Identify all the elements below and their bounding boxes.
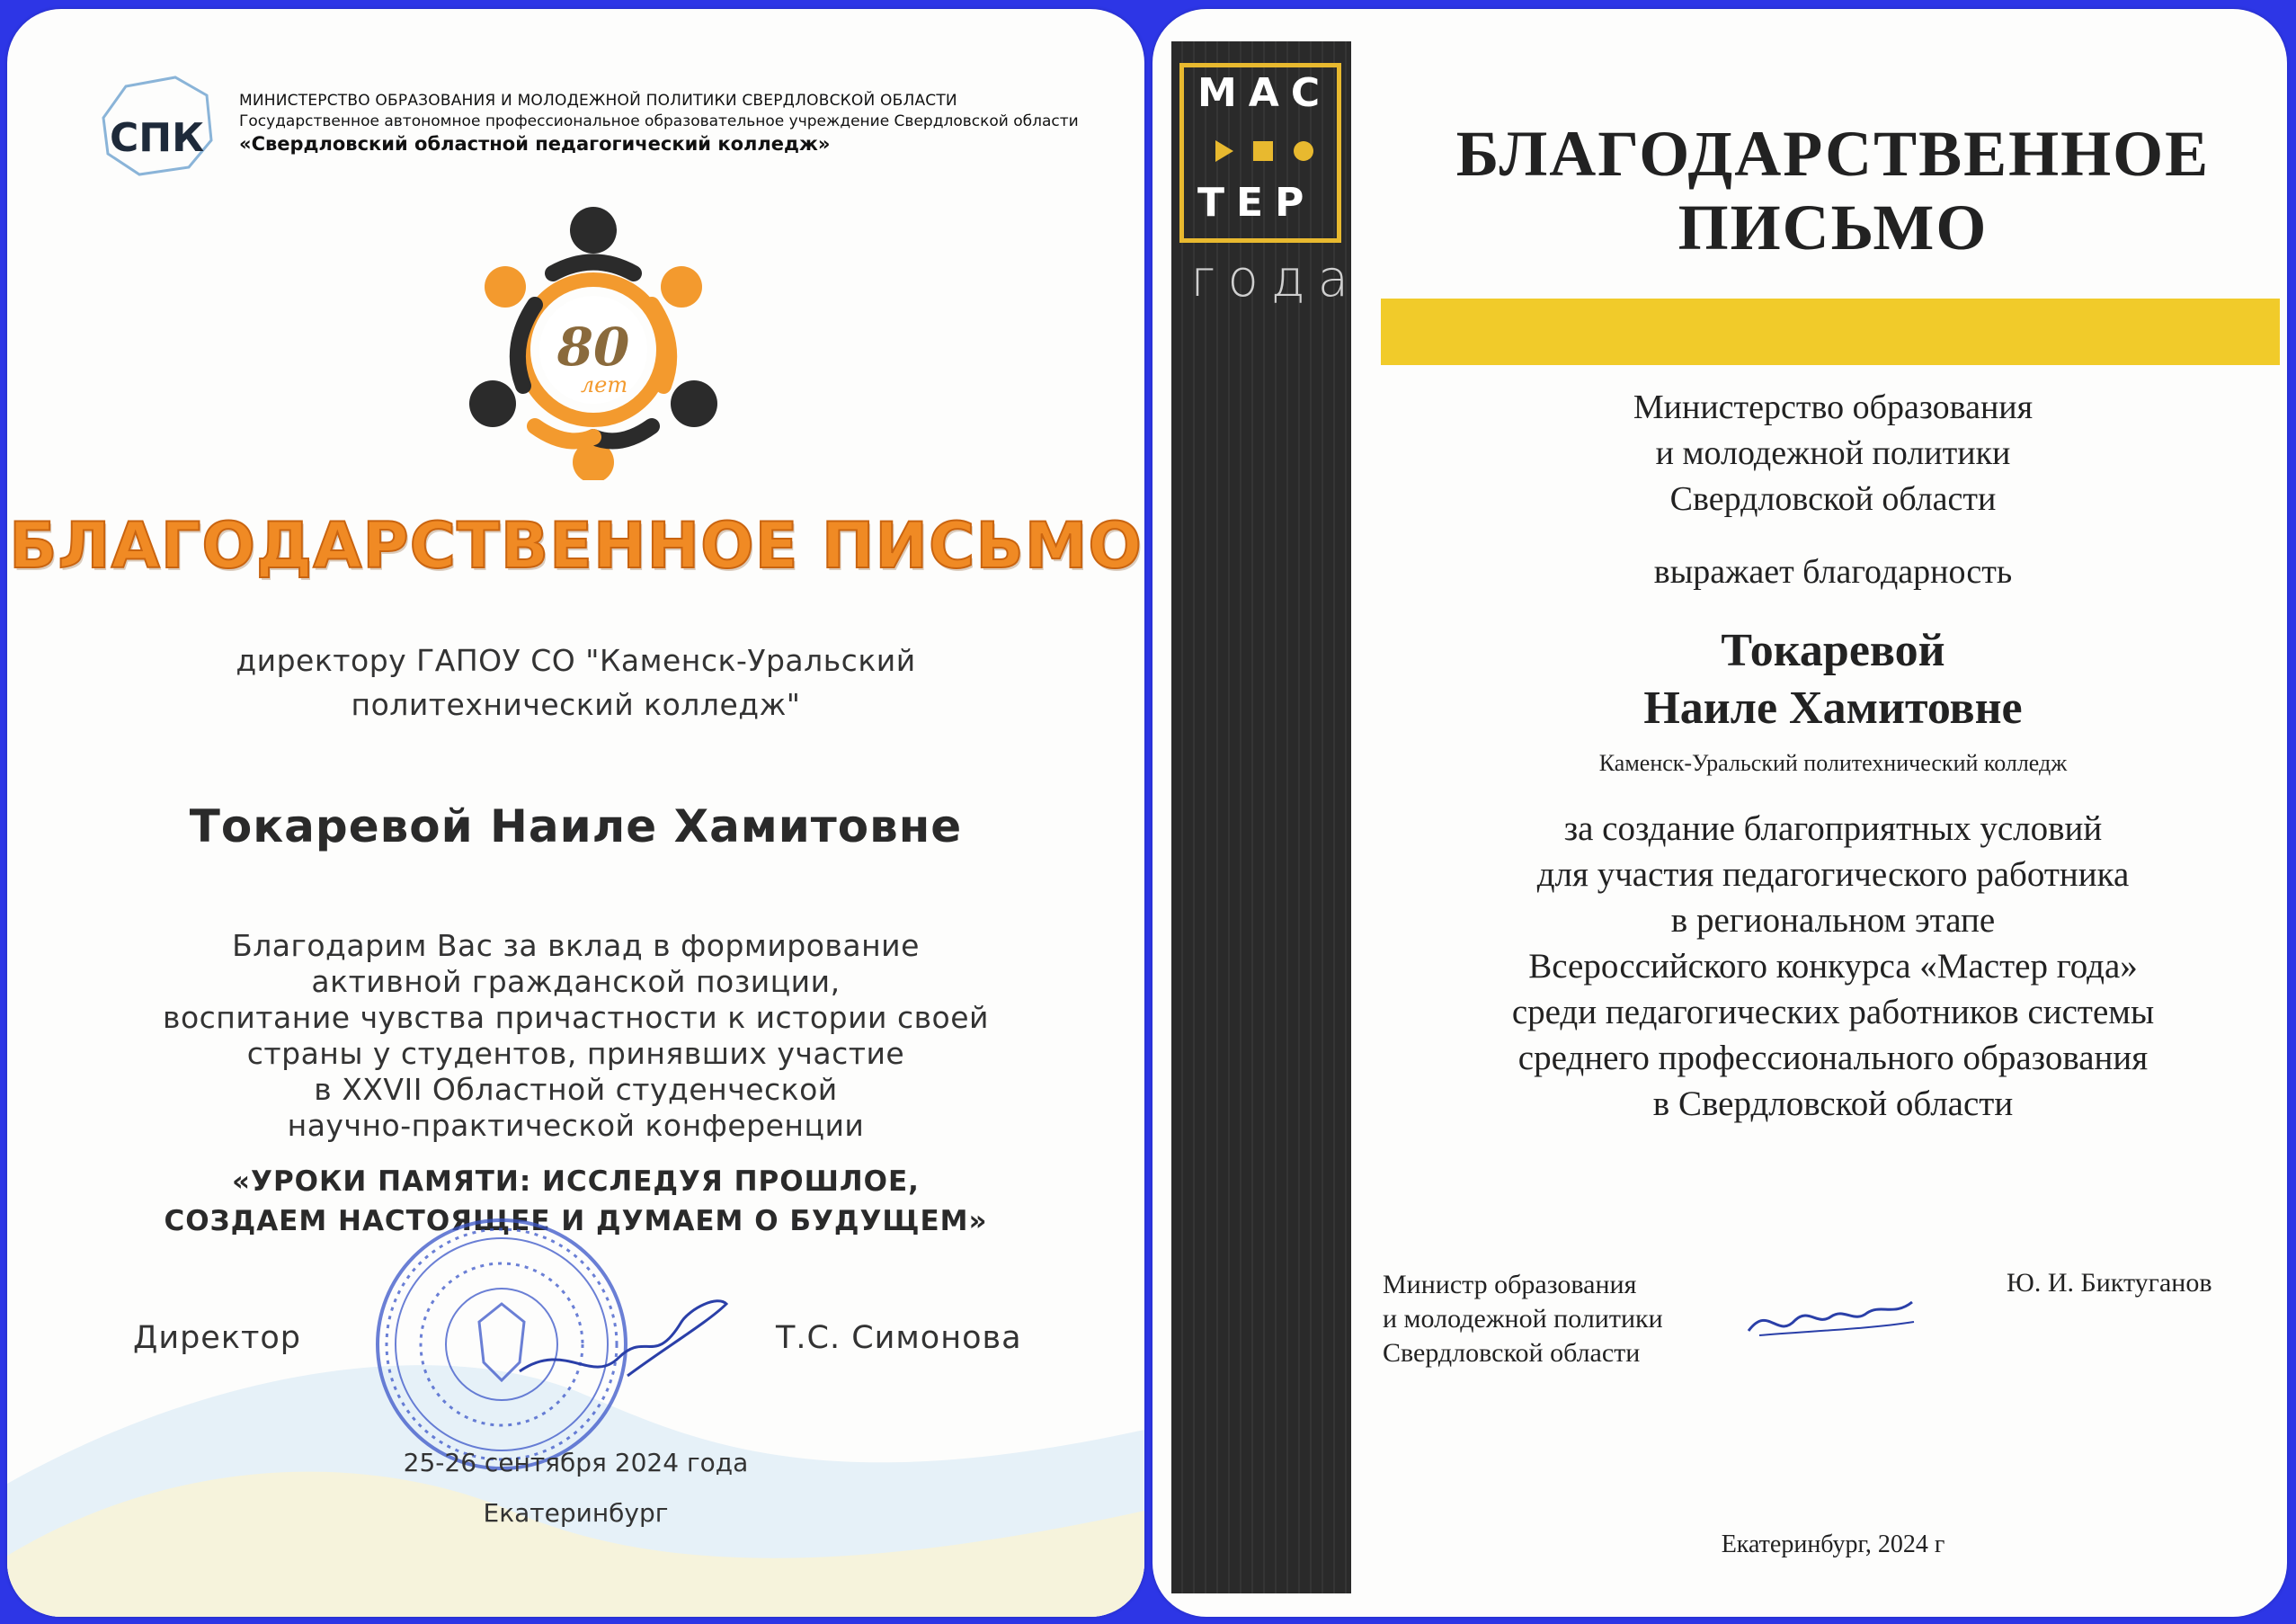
logo-text-bottom: ТЕР — [1197, 180, 1316, 226]
header-ministry: МИНИСТЕРСТВО ОБРАЗОВАНИЯ И МОЛОДЕЖНОЙ ПОЛИТИКИ СВЕРДЛОВСКОЙ ОБЛАСТИ — [239, 92, 957, 110]
name-line: Наиле Хамитовне — [1643, 683, 2023, 734]
issuing-ministry — [1379, 385, 2287, 522]
signatory-title-line: Свердловской области — [1383, 1338, 1641, 1368]
theme-line: «УРОКИ ПАМЯТИ: ИССЛЕДУЯ ПРОШЛОЕ, — [232, 1165, 920, 1198]
city-year: Екатеринбург, 2024 г — [1721, 1530, 1945, 1558]
logo-shapes-icon — [1206, 133, 1323, 169]
recipient-org-line: директору ГАПОУ СО "Каменск-Уральский — [236, 643, 916, 678]
reason-line: Всероссийского конкурса «Мастер года» — [1528, 947, 2138, 986]
body-line: страны у студентов, принявших участие — [246, 1036, 905, 1071]
reason-line: для участия педагогического работника — [1536, 855, 2130, 894]
reason-line: в Свердловской области — [1652, 1084, 2014, 1123]
ministry-line: и молодежной политики — [1655, 434, 2011, 472]
director-signature-icon — [511, 1286, 735, 1394]
anniversary-number: 80 — [556, 317, 630, 378]
yellow-accent-bar — [1381, 299, 2280, 365]
signatory-title — [1383, 1268, 1663, 1370]
right-gratitude-letter — [1152, 9, 2287, 1617]
director-name: Т.С. Симонова — [776, 1320, 1022, 1356]
letter-title: БЛАГОДАРСТВЕННОЕ ПИСЬМО — [9, 509, 1143, 583]
recipient-organization — [7, 638, 1144, 727]
event-date: 25-26 сентября 2024 года — [403, 1448, 749, 1477]
letter-body — [7, 928, 1144, 1144]
title-line: ПИСЬМО — [1678, 192, 1989, 263]
body-line: научно-практической конференции — [287, 1108, 865, 1143]
gratitude-reason — [1379, 806, 2287, 1127]
director-label: Директор — [133, 1320, 301, 1356]
signatory-name: Ю. И. Биктуганов — [2007, 1268, 2212, 1298]
recipient-name: Токаревой Наиле Хамитовне — [189, 800, 963, 852]
recipient-college: Каменск-Уральский политехнический колледж — [1598, 750, 2068, 776]
header-college-name: «Свердловский областной педагогический колледж» — [239, 133, 831, 155]
ministry-line: Свердловской области — [1669, 480, 1997, 518]
expresses-gratitude: выражает благодарность — [1653, 553, 2013, 591]
recipient-name — [1379, 622, 2287, 737]
signatory-title-line: и молодежной политики — [1383, 1304, 1663, 1334]
body-line: активной гражданской позиции, — [311, 964, 841, 999]
anniversary-emblem-icon — [458, 201, 728, 480]
college-logo-icon — [90, 68, 243, 185]
body-line: в XXVII Областной студенческой — [314, 1072, 838, 1107]
institution-header — [239, 92, 1079, 155]
ministry-line: Министерство образования — [1633, 388, 2033, 426]
header-institution-type: Государственное автономное профессиональное образовательное учреждение Свердловской области — [239, 112, 1079, 130]
body-line: Благодарим Вас за вклад в формирование — [232, 928, 920, 963]
left-gratitude-letter — [7, 9, 1144, 1617]
reason-line: среди педагогических работников системы — [1511, 993, 2155, 1031]
minister-signature-icon — [1741, 1286, 1921, 1349]
title-line: БЛАГОДАРСТВЕННОЕ — [1455, 118, 2211, 190]
anniversary-word: лет — [580, 372, 628, 397]
letter-title — [1379, 117, 2287, 264]
theme-line: СОЗДАЕМ НАСТОЯЩЕЕ И ДУМАЕМ О БУДУЩЕМ» — [164, 1205, 988, 1237]
reason-line: среднего профессионального образования — [1517, 1039, 2149, 1077]
city: Екатеринбург — [483, 1498, 669, 1528]
signatory-title-line: Министр образования — [1383, 1270, 1637, 1299]
reason-line: за создание благоприятных условий — [1563, 809, 2103, 848]
logo-text-top: МАС — [1197, 70, 1332, 116]
logo-word: года — [1190, 250, 1362, 308]
recipient-org-line: политехнический колледж" — [351, 687, 801, 722]
name-line: Токаревой — [1721, 625, 1945, 676]
body-line: воспитание чувства причастности к истории своей — [163, 1000, 989, 1035]
reason-line: в региональном этапе — [1670, 901, 1996, 940]
logo-text: СПК — [110, 115, 205, 161]
